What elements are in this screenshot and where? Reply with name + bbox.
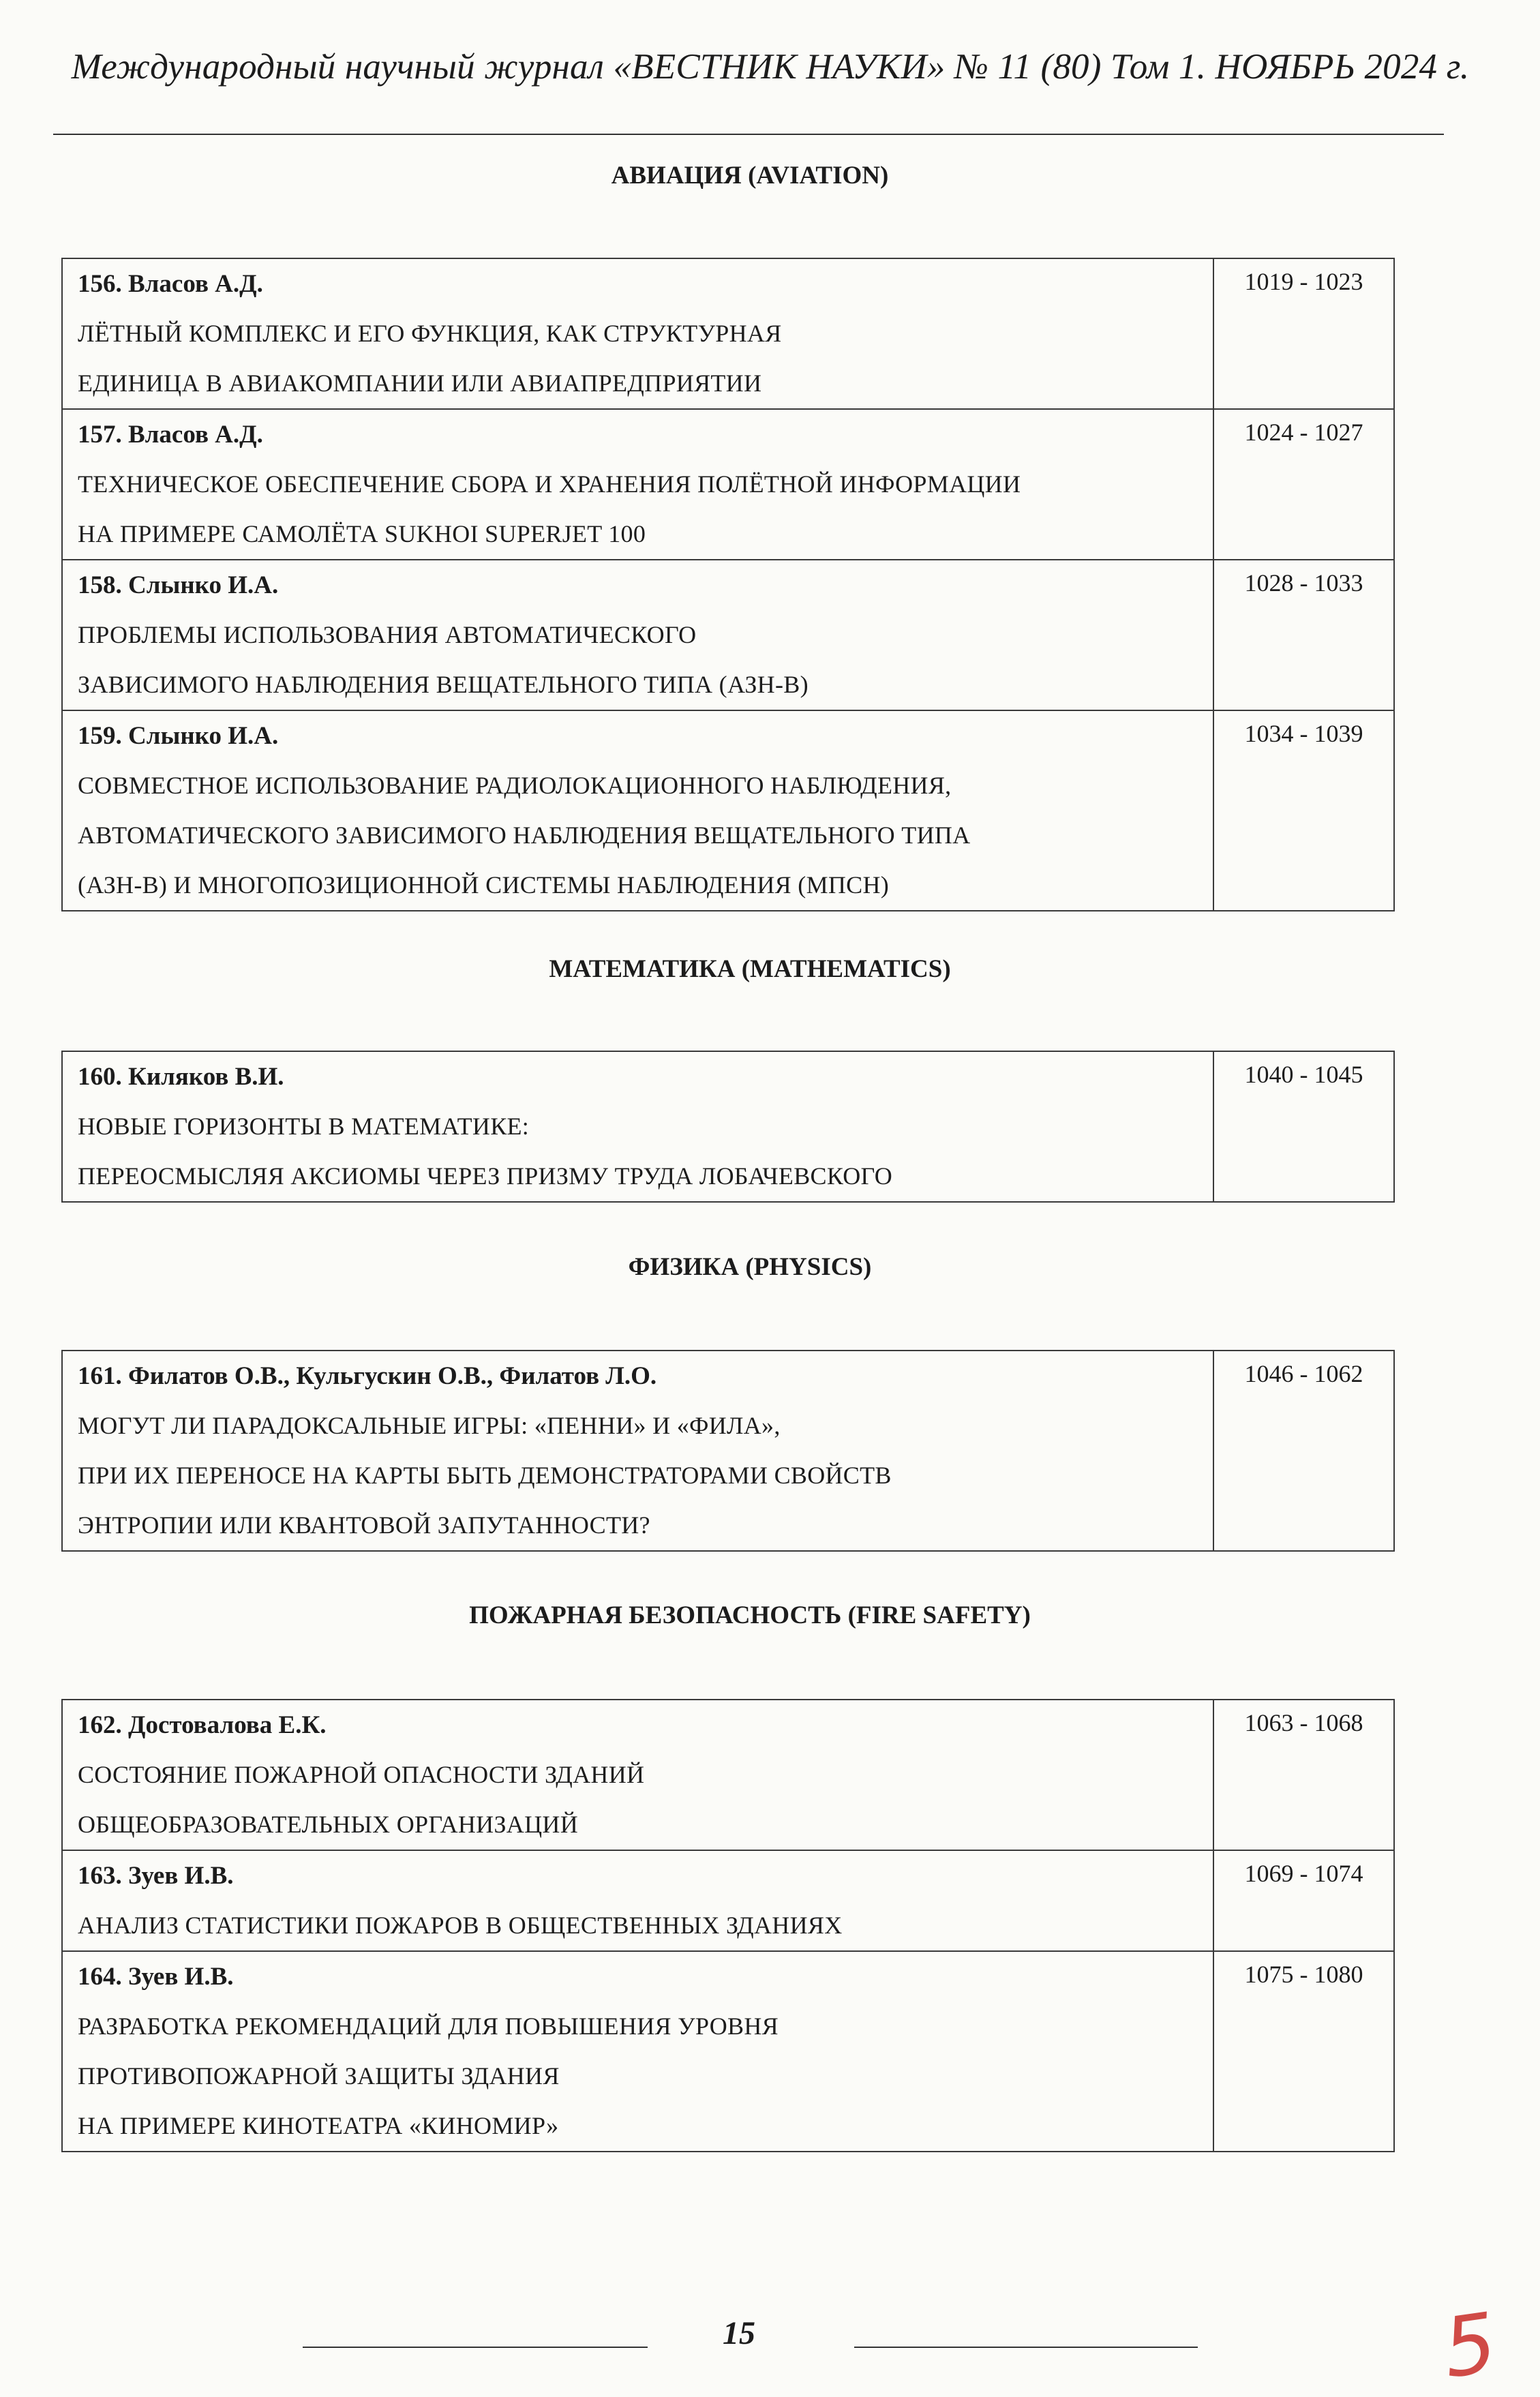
- journal-header: Международный научный журнал «ВЕСТНИК НАУКИ» № 11 (80) Том 1. НОЯБРЬ 2024 г.: [71, 47, 1470, 87]
- entry-title-line: АНАЛИЗ СТАТИСТИКИ ПОЖАРОВ В ОБЩЕСТВЕННЫХ ЗДАНИЯХ: [78, 1912, 843, 1939]
- entry-author: 162. Достовалова Е.К.: [78, 1711, 327, 1739]
- entry-title-line: ЛЁТНЫЙ КОМПЛЕКС И ЕГО ФУНКЦИЯ, КАК СТРУКТУРНАЯ: [78, 320, 782, 347]
- entry-title-line: НА ПРИМЕРЕ КИНОТЕАТРА «КИНОМИР»: [78, 2112, 559, 2139]
- entry-author: 163. Зуев И.В.: [78, 1862, 234, 1890]
- entry-title-line: ПЕРЕОСМЫСЛЯЯ АКСИОМЫ ЧЕРЕЗ ПРИЗМУ ТРУДА ЛОБАЧЕВСКОГО: [78, 1162, 893, 1190]
- entry-author: 160. Киляков В.И.: [78, 1063, 284, 1091]
- entry-author: 157. Власов А.Д.: [78, 421, 263, 449]
- entry-title-line: НОВЫЕ ГОРИЗОНТЫ В МАТЕМАТИКЕ:: [78, 1113, 530, 1140]
- toc-entry[interactable]: [62, 1850, 1394, 1951]
- entry-pages: 1063 - 1068: [1213, 1700, 1394, 1850]
- toc-table-fire-safety: [61, 1699, 1395, 2152]
- section-title-aviation: АВИАЦИЯ (AVIATION): [611, 162, 889, 190]
- entry-pages: 1040 - 1045: [1213, 1051, 1394, 1202]
- entry-title-line: АВТОМАТИЧЕСКОГО ЗАВИСИМОГО НАБЛЮДЕНИЯ ВЕЩАТЕЛЬНОГО ТИПА: [78, 821, 971, 849]
- section-title-mathematics: МАТЕМАТИКА (MATHEMATICS): [549, 955, 951, 983]
- entry-title-line: МОГУТ ЛИ ПАРАДОКСАЛЬНЫЕ ИГРЫ: «ПЕННИ» И «ФИЛА»,: [78, 1412, 781, 1439]
- entry-title-line: ЕДИНИЦА В АВИАКОМПАНИИ ИЛИ АВИАПРЕДПРИЯТИИ: [78, 370, 762, 397]
- entry-pages: 1046 - 1062: [1213, 1351, 1394, 1551]
- toc-entry[interactable]: [62, 1351, 1394, 1551]
- handwritten-mark: 5: [1437, 2295, 1503, 2397]
- entry-title-line: ПРОБЛЕМЫ ИСПОЛЬЗОВАНИЯ АВТОМАТИЧЕСКОГО: [78, 621, 697, 648]
- entry-author: 161. Филатов О.В., Кульгускин О.В., Филатов Л.О.: [78, 1362, 657, 1390]
- entry-title-line: ЗАВИСИМОГО НАБЛЮДЕНИЯ ВЕЩАТЕЛЬНОГО ТИПА (АЗН-В): [78, 671, 809, 698]
- entry-title-line: ПРОТИВОПОЖАРНОЙ ЗАЩИТЫ ЗДАНИЯ: [78, 2062, 560, 2090]
- entry-title-line: ОБЩЕОБРАЗОВАТЕЛЬНЫХ ОРГАНИЗАЦИЙ: [78, 1811, 578, 1838]
- entry-author: 159. Слынко И.А.: [78, 722, 279, 750]
- toc-table-aviation: [61, 258, 1395, 911]
- toc-table-mathematics: [61, 1051, 1395, 1203]
- entry-title-line: РАЗРАБОТКА РЕКОМЕНДАЦИЙ ДЛЯ ПОВЫШЕНИЯ УРОВНЯ: [78, 2012, 779, 2040]
- toc-entry[interactable]: [62, 560, 1394, 710]
- page-number: 15: [723, 2315, 755, 2351]
- footer-rule-left: [303, 2347, 648, 2348]
- section-title-physics: ФИЗИКА (PHYSICS): [628, 1253, 872, 1281]
- entry-title-line: СОВМЕСТНОЕ ИСПОЛЬЗОВАНИЕ РАДИОЛОКАЦИОННОГО НАБЛЮДЕНИЯ,: [78, 772, 952, 799]
- header-divider: [53, 134, 1444, 135]
- entry-pages: 1019 - 1023: [1213, 258, 1394, 409]
- entry-title-line: НА ПРИМЕРЕ САМОЛЁТА SUKHOI SUPERJET 100: [78, 520, 646, 547]
- entry-title-line: ЭНТРОПИИ ИЛИ КВАНТОВОЙ ЗАПУТАННОСТИ?: [78, 1511, 650, 1539]
- entry-pages: 1069 - 1074: [1213, 1850, 1394, 1951]
- toc-entry[interactable]: [62, 409, 1394, 560]
- toc-entry[interactable]: [62, 258, 1394, 409]
- entry-pages: 1034 - 1039: [1213, 710, 1394, 911]
- entry-author: 158. Слынко И.А.: [78, 571, 279, 599]
- toc-entry[interactable]: [62, 710, 1394, 911]
- entry-title-line: ТЕХНИЧЕСКОЕ ОБЕСПЕЧЕНИЕ СБОРА И ХРАНЕНИЯ ПОЛЁТНОЙ ИНФОРМАЦИИ: [78, 470, 1021, 498]
- toc-table-physics: [61, 1350, 1395, 1552]
- toc-entry[interactable]: [62, 1951, 1394, 2152]
- footer-rule-right: [854, 2347, 1198, 2348]
- entry-title-line: ПРИ ИХ ПЕРЕНОСЕ НА КАРТЫ БЫТЬ ДЕМОНСТРАТОРАМИ СВОЙСТВ: [78, 1462, 892, 1489]
- entry-pages: 1075 - 1080: [1213, 1951, 1394, 2152]
- entry-title-line: (АЗН-В) И МНОГОПОЗИЦИОННОЙ СИСТЕМЫ НАБЛЮДЕНИЯ (МПСН): [78, 871, 890, 899]
- entry-pages: 1028 - 1033: [1213, 560, 1394, 710]
- section-title-fire-safety: ПОЖАРНАЯ БЕЗОПАСНОСТЬ (FIRE SAFETY): [469, 1601, 1031, 1629]
- entry-author: 156. Власов А.Д.: [78, 270, 263, 298]
- toc-entry[interactable]: [62, 1051, 1394, 1202]
- entry-pages: 1024 - 1027: [1213, 409, 1394, 560]
- entry-author: 164. Зуев И.В.: [78, 1963, 234, 1991]
- entry-title-line: СОСТОЯНИЕ ПОЖАРНОЙ ОПАСНОСТИ ЗДАНИЙ: [78, 1761, 645, 1788]
- toc-entry[interactable]: [62, 1700, 1394, 1850]
